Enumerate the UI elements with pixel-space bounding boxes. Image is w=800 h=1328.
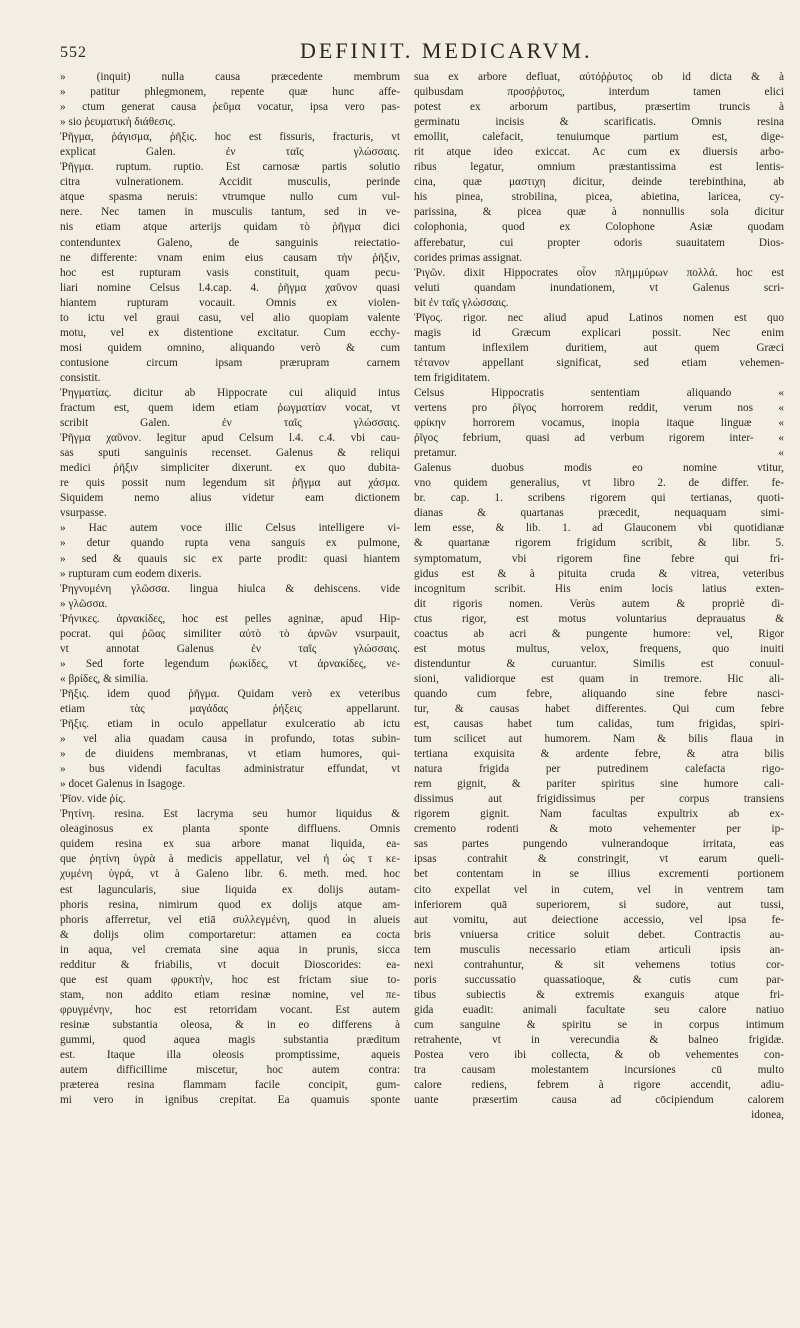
text-line: incognitum scribit. His enim locis latius exten- bbox=[414, 582, 784, 595]
text-line: que ῥητίνη ὑγρὰ à medicis appellatur, vel ἡ ὡς τ κε- bbox=[60, 853, 400, 866]
text-line: sua ex arbore defluat, αὐτόῤῥυτος ob id dicta & à bbox=[414, 71, 784, 83]
text-line: sioni, validiorque est quam in tremore. Hic ali- bbox=[414, 672, 784, 685]
text-line: veluti quandam inundationem, vt Galenus scri- bbox=[414, 281, 784, 294]
text-line: symptomatum, vbi rigorem fine febre qui fri- bbox=[414, 552, 784, 565]
text-line: ipsas contrahit & constringit, vt earum queli- bbox=[414, 853, 784, 866]
text-line: nis etiam atque arterijs quidam τὸ ῥῆγμα dici bbox=[60, 221, 400, 234]
text-line: idonea, bbox=[751, 1109, 784, 1122]
text-line: redditur & friabilis, vt docuit Dioscorides: ea- bbox=[60, 958, 400, 971]
text-line: in aqua, vel cremata sine aqua in prunis, sicca bbox=[60, 943, 400, 956]
text-line: ne differente: vnam enim eius causam τὴν ῥῆξιν, bbox=[60, 251, 400, 264]
text-line: » Hac autem voce illic Celsus intelligere vi- bbox=[60, 522, 400, 535]
text-line: est. Itaque illa oleosis promptissime, aqueis bbox=[60, 1049, 400, 1062]
text-line: distenduntur & curuantur. Similis est conuul- bbox=[414, 657, 784, 670]
text-line: nexi contrahuntur, & sit vehemens totius cor- bbox=[414, 958, 784, 971]
text-line: est laguncularis, siue liquida ex dolijs autam- bbox=[60, 883, 400, 896]
text-line: rem gignit, & pariter spiritus sine humore cali- bbox=[414, 778, 784, 791]
text-line: rit atque ideo exiccat. Ac cum ex diuersis arbo- bbox=[414, 146, 784, 159]
text-line: » vel alia quadam causa in profundo, totas subin- bbox=[60, 733, 400, 746]
text-line: germinatu incisis & scarificatis. Omnis resina bbox=[414, 116, 784, 129]
text-line: » detur quando rupta vena sanguis ex pulmone, bbox=[60, 537, 400, 550]
text-line: phoris resina, nimirum quod ex dolijs atque am- bbox=[60, 898, 400, 911]
text-line: » ctum generat causa ῥεῦμα vocatur, ipsa vero pas- bbox=[60, 101, 400, 114]
text-line: » de diuidens membranas, vt etiam humores, qui- bbox=[60, 748, 400, 761]
left-text-column bbox=[60, 70, 400, 1108]
text-line: aut vomitu, aut deiectione accessio, vel ipsa fe- bbox=[414, 913, 784, 926]
right-text-column bbox=[414, 70, 784, 1123]
text-line: tur, & causas habet differentes. Qui cum febre bbox=[414, 702, 784, 715]
text-line: Ῥῖγος. rigor. nec aliud apud Latinos nomen est quo bbox=[414, 311, 784, 324]
text-line: Siquidem nemo alius videtur eam dictionem bbox=[60, 492, 400, 505]
text-line: oleaginosus ex planta sponte diffluens. Omnis bbox=[60, 823, 400, 836]
text-line: & dolijs olim comportaretur: attamen ea cocta bbox=[60, 928, 400, 941]
text-line: « βρίδες, & similia. bbox=[60, 672, 149, 685]
text-line: retrahente, vt in verecundia & balneo frigidæ. bbox=[414, 1034, 784, 1046]
text-line: χυμένη ὑγρά, vt à Galeno libr. 6. meth. med. hoc bbox=[60, 868, 400, 881]
text-line: » sed & quauis sic ex parte prodit: quasi hiantem bbox=[60, 552, 400, 565]
text-line: Ῥῆγμα. ruptum. ruptio. Est carnosæ partis solutio bbox=[60, 161, 400, 174]
text-line: natura frigida per putredinem calefacta rigo- bbox=[414, 763, 784, 776]
text-line: Ῥῆξις. idem quod ῥῆγμα. Quidam verò ex veteribus bbox=[60, 687, 400, 700]
text-line: & quartanæ rigorem frigidum scribit, & libr. 5. bbox=[414, 537, 784, 550]
text-line: lem esse, & lib. 1. ad Glauconem vbi quotidianæ bbox=[414, 522, 784, 535]
text-line: est, causas habet tum calidas, tum frigidas, spiri- bbox=[414, 718, 784, 731]
text-line: sas partes pungendo vulnerandoque irritata, eas bbox=[414, 838, 784, 851]
text-line: hiantem rupturam vocauit. Omnis ex violen- bbox=[60, 296, 400, 309]
text-line: re quis possit num legendum sit ῥῆγμα aut χάσμα. bbox=[60, 477, 400, 490]
text-line: dissimus aut frigidissimus per corpus transiens bbox=[414, 793, 784, 806]
text-line: ribus legatur, omnium præstantissima est lentis- bbox=[414, 161, 784, 174]
text-line: τέτανον appellant significat, sed etiam vehemen- bbox=[414, 356, 784, 369]
text-line: bit ἐν ταῖς γλώσσαις. bbox=[414, 296, 509, 309]
text-line: emollit, calefacit, tenuiumque partium est, dige- bbox=[414, 131, 784, 144]
text-line: citra vulnerationem. Accidit musculis, perinde bbox=[60, 176, 400, 189]
text-line: Ῥήνικες. ἀρνακίδες, hoc est pelles agninæ, apud Hip- bbox=[60, 612, 400, 625]
text-line: stam, non addito etiam resinæ nomine, vel πε- bbox=[60, 988, 400, 1001]
text-line: Ῥιγῶν. dixit Hippocrates οἷον πλημμύρων πολλά. hoc est bbox=[414, 266, 784, 279]
text-line: bris vniuersa critice soluit debet. Contractis au- bbox=[414, 928, 784, 941]
text-line: tem frigiditatem. bbox=[414, 371, 490, 384]
text-line: » Sed forte legendum ῥωκίδες, vt ἀρνακίδες, νε- bbox=[60, 657, 400, 670]
text-line: poris succussatio quassatioque, & cutis cum par- bbox=[414, 973, 784, 986]
text-line: br. cap. 1. scribens rigorem qui tertianas, quoti- bbox=[414, 492, 784, 505]
text-line: dianas & quartanas præcedit, nequaquam simi- bbox=[414, 507, 784, 520]
text-line: bet contentam in se illius excrementi portionem bbox=[414, 868, 784, 881]
text-line: cremento rodenti & moto vehementer per ip- bbox=[414, 823, 784, 836]
text-line: » rupturam cum eodem dixeris. bbox=[60, 567, 202, 580]
text-line: que est quam φρυκτὴν, hoc est frictam siue to- bbox=[60, 973, 400, 986]
text-line: » (inquit) nulla causa præcedente membrum bbox=[60, 71, 400, 83]
text-line: coactus ab acri & pungente humore: vel, Rigor bbox=[414, 627, 784, 640]
text-line: autem difficillime miscetur, hoc autem contra: bbox=[60, 1064, 400, 1077]
text-line: Ῥητίνη. resina. Est lacryma seu humor liquidus & bbox=[60, 808, 400, 821]
text-line: » sio ῥευματικὴ διάθεσις. bbox=[60, 116, 176, 129]
text-line: » patitur phlegmonem, repente quæ hunc affe- bbox=[60, 86, 400, 99]
text-line: cito expellat vel in cutem, vel in ventrem tam bbox=[414, 883, 784, 896]
text-line: tertiana exquisita & ardente febre, & atra bilis bbox=[414, 748, 784, 761]
text-line: tum scilicet aut humorem. Nam & bilis flaua in bbox=[414, 733, 784, 746]
text-line: his pinea, strobilina, picea, abietina, laricea, cy- bbox=[414, 191, 784, 204]
text-line: quidem resina ex sua arbore manat liquida, ea- bbox=[60, 838, 400, 851]
text-line: fractum est, quem idem etiam ῥωγματίαν vocat, vt bbox=[60, 402, 400, 415]
text-line: φρίκην horrorem vocamus, inopia itaque linguæ « bbox=[414, 417, 784, 430]
text-line: sas sputi sanguinis recenset. Galenus & reliqui bbox=[60, 447, 400, 460]
text-line: potest ex arborum partibus, præsertim truncis à bbox=[414, 101, 784, 114]
text-line: calore rediens, febrem à rigore accendit, adiu- bbox=[414, 1079, 784, 1092]
text-line: vno quidem generalius, vt libro 2. de differ. fe- bbox=[414, 477, 784, 490]
text-line: Galenus duobus modis eo nomine vtitur, bbox=[414, 462, 784, 475]
text-line: medici ῥῆξιν simpliciter dixerunt. ex quo dubita- bbox=[60, 462, 400, 475]
text-line: tra causam molestantem incursiones cū multo bbox=[414, 1064, 784, 1077]
text-line: inferiorem quā superiorem, si sudore, aut tussi, bbox=[414, 898, 784, 911]
text-line: afferebatur, cui propter odoris suauitatem Dios- bbox=[414, 236, 784, 249]
text-line: ῥῖγος febrium, quasi ad verbum rigorem inter- « bbox=[414, 432, 784, 445]
text-line: vertens pro ῥῖγος horrorem reddit, verum nos « bbox=[414, 402, 784, 415]
text-line: Ῥηγνυμένη γλῶσσα. lingua hiulca & dehiscens. vide bbox=[60, 582, 400, 595]
text-line: vsurpasse. bbox=[60, 507, 107, 520]
text-line: gidus est & à pituita cruda & vitrea, veteribus bbox=[414, 567, 784, 580]
text-line: quibusdam προσῤῥυτος, interdum tamen elici bbox=[414, 86, 784, 99]
text-line: nere. Nec tamen in musculis tantum, sed in ve- bbox=[60, 206, 400, 219]
text-line: quando cum febre, aliquando sine febre nasci- bbox=[414, 687, 784, 700]
text-line: mosi quidem omnino, aliquando verò & cum bbox=[60, 341, 400, 354]
text-line: pretamur. « bbox=[414, 447, 784, 460]
text-line: mi vero in ignibus crepitat. Ea quamuis sponte bbox=[60, 1094, 400, 1107]
text-line: gummi, quod aquea magis substantia præditum bbox=[60, 1034, 400, 1046]
text-line: cum sanguine & spiritu se in corpus intimum bbox=[414, 1018, 784, 1031]
text-line: Ῥηγματίας. dicitur ab Hippocrate cui aliquid intus bbox=[60, 386, 400, 399]
text-line: ctus rigor, est motus voluntarius deprauatus & bbox=[414, 612, 784, 625]
text-line: motu, vel ex distentione excitatur. Cum ecchy- bbox=[60, 326, 400, 339]
text-line: resinæ substantia oleosa, & in eo differens à bbox=[60, 1018, 400, 1031]
text-line: Ῥῆγμα χαῦνον. legitur apud Celsum l.4. c.4. vbi cau- bbox=[60, 432, 400, 445]
running-title: DEFINIT. MEDICARVM. bbox=[300, 38, 593, 63]
text-line: etiam τὰς μαγάδας ῥήξεις appellarunt. bbox=[60, 702, 400, 715]
text-line: tem musculis necessario etiam articuli ipsis an- bbox=[414, 943, 784, 956]
text-line: Ῥῆξις. etiam in oculo appellatur exulceratio ab ictu bbox=[60, 718, 400, 731]
text-line: scribit Galen. ἐν ταῖς γλώσσαις. bbox=[60, 417, 400, 430]
text-line: tantum inflexilem duritiem, aut quem Græci bbox=[414, 341, 784, 354]
text-line: contusione circum ipsam prærupram carnem bbox=[60, 356, 400, 369]
text-line: dit rigoris nomen. Verùs autem & propriè di- bbox=[414, 597, 784, 610]
text-line: magis id Græcum explicari possit. Nec enim bbox=[414, 326, 784, 339]
page-header bbox=[60, 38, 778, 68]
text-line: Ῥῆγμα, ῥάγισμα, ῥῆξις. hoc est fissuris, fracturis, vt bbox=[60, 131, 400, 144]
text-line: pocrat. qui ῥῶας similiter αὐτὸ τὸ ἀρνῶν vsurpauit, bbox=[60, 627, 400, 640]
text-line: gida euadit: animali facultate seu calore natiuo bbox=[414, 1003, 784, 1016]
text-line: est motus multus, velox, frequens, quo inuiti bbox=[414, 642, 784, 655]
page-number: 552 bbox=[60, 44, 87, 61]
text-line: rigorem gignit. Nam facultas expultrix ab ex- bbox=[414, 808, 784, 821]
text-line: φρυγμένην, hoc est retorridam vocant. Est autem bbox=[60, 1003, 400, 1016]
text-line: Postea vero ibi collecta, & ob vehementes con- bbox=[414, 1049, 784, 1062]
text-line: to ictu vel graui casu, vel alio quopiam valente bbox=[60, 311, 400, 324]
text-line: hoc est rupturam vasis constituit, quam pecu- bbox=[60, 266, 400, 279]
text-line: » γλῶσσα. bbox=[60, 597, 108, 610]
text-line: phoris afferretur, vel etiā συλλεγμένη, quod in alueis bbox=[60, 913, 400, 926]
text-line: Ῥῖον. vide ῥίς. bbox=[60, 793, 126, 806]
text-line: uante præsertim causa ad cōcipiendum calorem bbox=[414, 1094, 784, 1107]
text-line: præterea resina flammam facile concipit, gum- bbox=[60, 1079, 400, 1092]
text-line: atque spasma neruis: vtrumque nullo cum vul- bbox=[60, 191, 400, 204]
text-line: contenduntex Galeno, de sanguinis reiectatio- bbox=[60, 236, 400, 249]
text-line: corides primas assignat. bbox=[414, 251, 523, 264]
text-line: » docet Galenus in Isagoge. bbox=[60, 778, 186, 791]
text-line: cina, quæ μαστιχη dicitur, deinde terebinthina, ab bbox=[414, 176, 784, 189]
text-line: » bus videndi facultas administratur effundat, vt bbox=[60, 763, 400, 776]
text-line: colophonia, quod ex Colophone Asiæ quodam bbox=[414, 221, 784, 234]
text-line: vt annotat Galenus ἐν ταῖς γλώσσαις. bbox=[60, 642, 400, 655]
text-line: parissina, & picea quæ à nonnullis sola dicitur bbox=[414, 206, 784, 219]
text-line: tibus subiectis & extremis exanguis atque fri- bbox=[414, 988, 784, 1001]
text-line: explicat Galen. ἐν ταῖς γλώσσαις. bbox=[60, 146, 400, 159]
text-line: liari nomine Celsus l.4.cap. 4. ῥῆγμα χαῦνον quasi bbox=[60, 281, 400, 294]
text-line: consistit. bbox=[60, 371, 101, 384]
text-line: Celsus Hippocratis sententiam aliquando « bbox=[414, 386, 784, 399]
